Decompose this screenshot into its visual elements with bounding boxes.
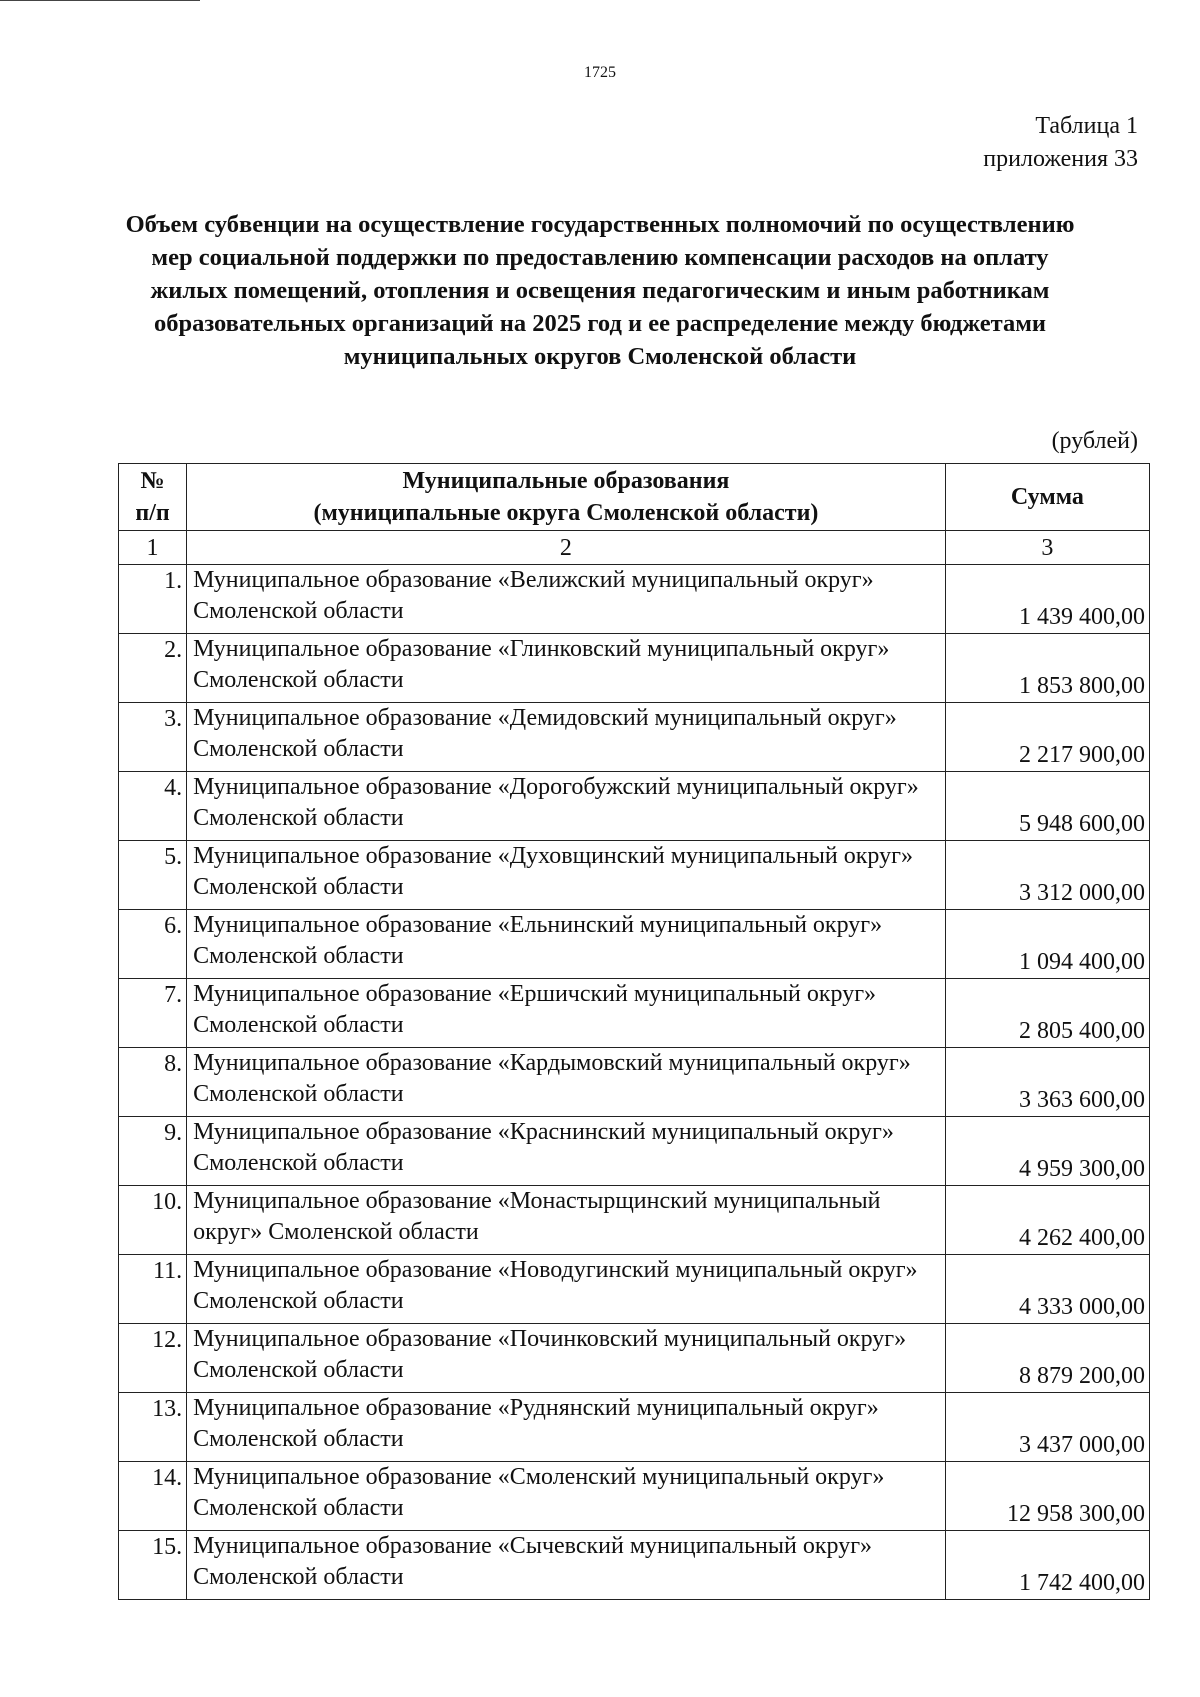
header-sum: Сумма <box>945 464 1149 531</box>
table-row <box>119 1393 1150 1462</box>
row-municipality: Муниципальное образование «Дорогобужский муниципальный округ» Смоленской области <box>187 772 946 841</box>
row-sum: 4 262 400,00 <box>945 1186 1149 1255</box>
header-number <box>119 464 187 531</box>
scan-edge-line <box>0 0 200 1</box>
row-number: 7. <box>119 979 187 1048</box>
row-number: 5. <box>119 841 187 910</box>
document-title: Объем субвенции на осуществление государственных полномочий по осуществлению мер социальной поддержки по предоставлению компенсации расходов на оплату жилых помещений, отопления и освещения педагогическим и иным работникам образовательных организаций на 2025 год и ее распределение между бюджетами муниципальных округов Смоленской области <box>125 211 1075 370</box>
row-number: 6. <box>119 910 187 979</box>
row-sum: 4 959 300,00 <box>945 1117 1149 1186</box>
table-row <box>119 841 1150 910</box>
row-sum: 1 742 400,00 <box>945 1531 1149 1600</box>
row-municipality: Муниципальное образование «Монастырщинский муниципальный округ» Смоленской области <box>187 1186 946 1255</box>
row-municipality: Муниципальное образование «Велижский муниципальный округ» Смоленской области <box>187 565 946 634</box>
table-row <box>119 703 1150 772</box>
row-number: 9. <box>119 1117 187 1186</box>
row-number: 11. <box>119 1255 187 1324</box>
row-municipality: Муниципальное образование «Смоленский муниципальный округ» Смоленской области <box>187 1462 946 1531</box>
header-number-symbol: № <box>140 468 165 494</box>
table-row <box>119 979 1150 1048</box>
column-index: 3 <box>945 531 1149 565</box>
row-number: 4. <box>119 772 187 841</box>
table-row <box>119 1186 1150 1255</box>
table-row <box>119 1117 1150 1186</box>
row-municipality: Муниципальное образование «Краснинский муниципальный округ» Смоленской области <box>187 1117 946 1186</box>
header-number-abbr: п/п <box>135 500 170 526</box>
row-municipality: Муниципальное образование «Ершичский муниципальный округ» Смоленской области <box>187 979 946 1048</box>
row-sum: 3 363 600,00 <box>945 1048 1149 1117</box>
header-municipality <box>187 464 946 531</box>
row-sum: 8 879 200,00 <box>945 1324 1149 1393</box>
table-row <box>119 1255 1150 1324</box>
row-sum: 1 853 800,00 <box>945 634 1149 703</box>
row-municipality: Муниципальное образование «Новодугинский муниципальный округ» Смоленской области <box>187 1255 946 1324</box>
table-row <box>119 1462 1150 1531</box>
caption-appendix-label: приложения 33 <box>983 146 1138 172</box>
table-row <box>119 910 1150 979</box>
row-municipality: Муниципальное образование «Демидовский муниципальный округ» Смоленской области <box>187 703 946 772</box>
table-row <box>119 772 1150 841</box>
row-sum: 2 805 400,00 <box>945 979 1149 1048</box>
column-index: 1 <box>119 531 187 565</box>
header-municipality-subtitle: (муниципальные округа Смоленской области) <box>313 500 819 526</box>
row-number: 3. <box>119 703 187 772</box>
row-municipality: Муниципальное образование «Ельнинский муниципальный округ» Смоленской области <box>187 910 946 979</box>
table-row <box>119 1048 1150 1117</box>
row-municipality: Муниципальное образование «Духовщинский муниципальный округ» Смоленской области <box>187 841 946 910</box>
row-sum: 2 217 900,00 <box>945 703 1149 772</box>
row-municipality: Муниципальное образование «Починковский муниципальный округ» Смоленской области <box>187 1324 946 1393</box>
row-sum: 1 439 400,00 <box>945 565 1149 634</box>
table-body <box>119 565 1150 1600</box>
row-sum: 3 312 000,00 <box>945 841 1149 910</box>
row-municipality: Муниципальное образование «Глинковский муниципальный округ» Смоленской области <box>187 634 946 703</box>
row-number: 10. <box>119 1186 187 1255</box>
header-municipality-title: Муниципальные образования <box>402 468 730 494</box>
table-row <box>119 634 1150 703</box>
units-label: (рублей) <box>1051 428 1138 454</box>
row-number: 1. <box>119 565 187 634</box>
table-header-row <box>119 464 1150 531</box>
table-row <box>119 1324 1150 1393</box>
row-number: 2. <box>119 634 187 703</box>
table-row <box>119 565 1150 634</box>
row-sum: 1 094 400,00 <box>945 910 1149 979</box>
row-municipality: Муниципальное образование «Руднянский муниципальный округ» Смоленской области <box>187 1393 946 1462</box>
row-sum: 3 437 000,00 <box>945 1393 1149 1462</box>
row-sum: 5 948 600,00 <box>945 772 1149 841</box>
row-number: 8. <box>119 1048 187 1117</box>
caption-table-label: Таблица 1 <box>1035 113 1138 139</box>
table-row <box>119 1531 1150 1600</box>
row-number: 13. <box>119 1393 187 1462</box>
page-number: 1725 <box>584 64 616 81</box>
row-sum: 12 958 300,00 <box>945 1462 1149 1531</box>
row-number: 15. <box>119 1531 187 1600</box>
column-index-row <box>119 531 1150 565</box>
row-sum: 4 333 000,00 <box>945 1255 1149 1324</box>
row-number: 14. <box>119 1462 187 1531</box>
row-municipality: Муниципальное образование «Сычевский муниципальный округ» Смоленской области <box>187 1531 946 1600</box>
row-number: 12. <box>119 1324 187 1393</box>
column-index: 2 <box>187 531 946 565</box>
row-municipality: Муниципальное образование «Кардымовский муниципальный округ» Смоленской области <box>187 1048 946 1117</box>
table-caption <box>983 110 1138 176</box>
subvention-table <box>118 463 1150 1600</box>
